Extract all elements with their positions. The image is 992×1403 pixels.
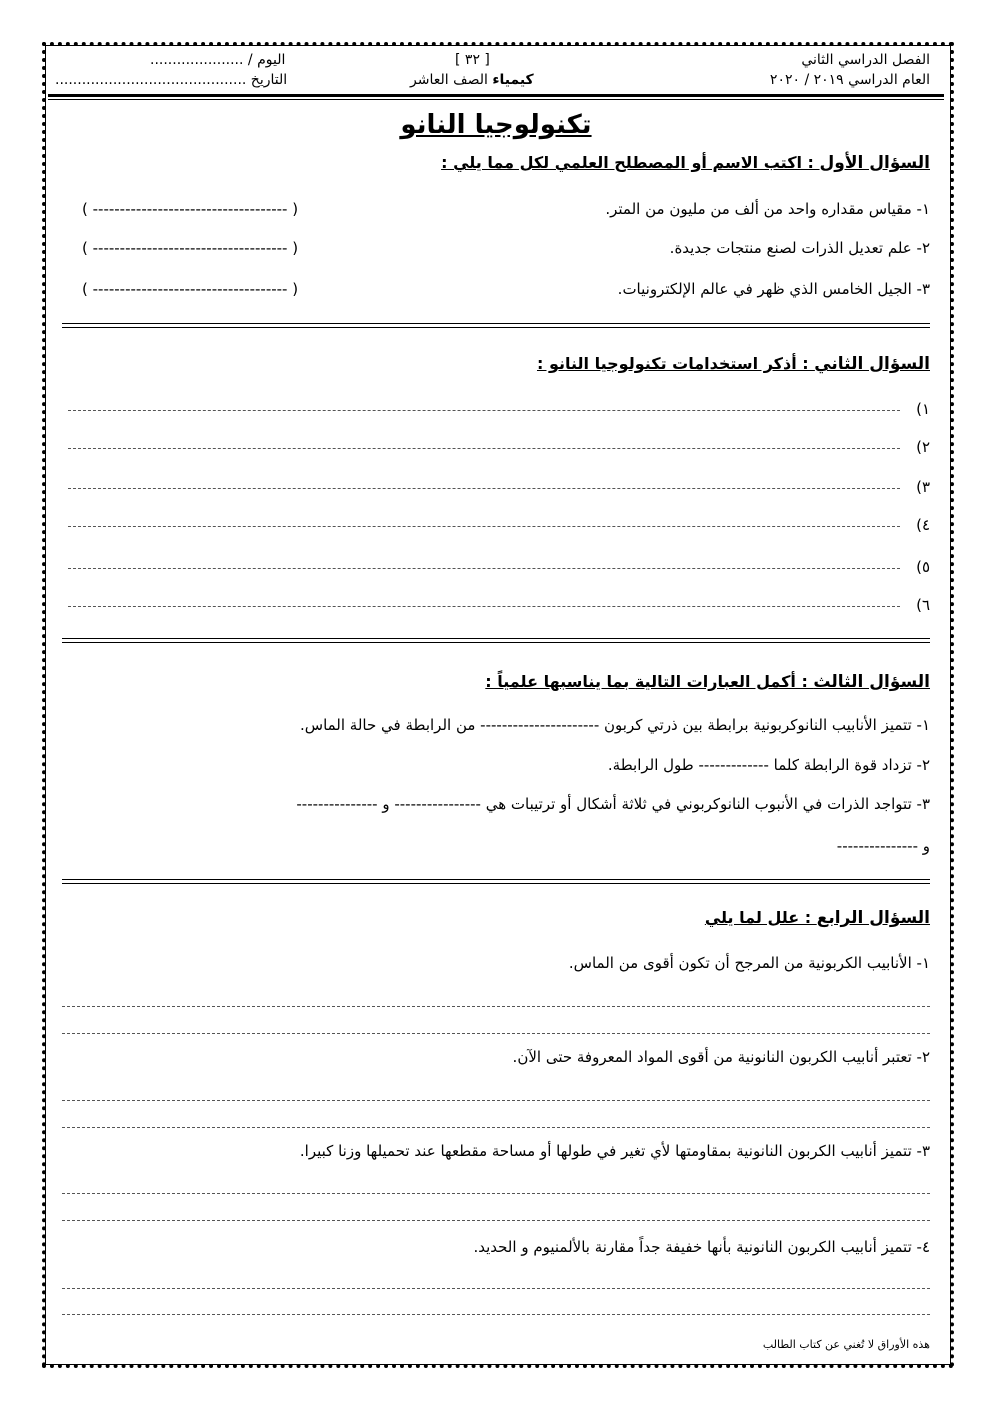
q4-heading: السؤال الرابع : علل لما يلي [704,908,930,928]
q4-item: ٢- تعتبر أنابيب الكربون النانونية من أقوى المواد المعروفة حتى الآن. [512,1048,930,1066]
q3-heading: السؤال الثالث : أكمل العبارات التالية بما يناسبها علمياً : [485,672,930,692]
answer-blank[interactable]: ( ------------------------------------ ) [82,200,299,218]
date-field: التاريخ ........................................... [55,72,288,88]
answer-line[interactable] [68,410,900,411]
answer-line[interactable] [62,1100,930,1101]
q4-item: ٣- تتميز أنابيب الكربون النانونية بمقاومتها لأي تغير في طولها أو مساحة مقطعها عند تحميلها وزنا كبيرا. [299,1142,930,1160]
answer-line[interactable] [62,1288,930,1289]
q4-item: ٤- تتميز أنابيب الكربون النانونية بأنها خفيفة جداً مقارنة بالألمنيوم و الحديد. [473,1238,930,1256]
q3-item: ٣- تتواجد الذرات في الأنبوب النانوكربوني في ثلاثة أشكال أو ترتيبات هي ---------------- و --------------- [296,795,930,813]
q3-item: ١- تتميز الأنابيب النانوكربونية برابطة بين ذرتي كربون ---------------------- من الرابطة في حالة الماس. [299,716,930,734]
answer-blank[interactable]: ( ------------------------------------ ) [82,239,299,257]
school-year: العام الدراسي ٢٠١٩ / ٢٠٢٠ [769,72,930,88]
q1-item: ١- مقياس مقداره واحد من ألف من مليون من المتر. [605,200,930,218]
section-divider [62,323,930,328]
footer-note: هذه الأوراق لا تُغني عن كتاب الطالب [762,1338,930,1351]
answer-line[interactable] [68,568,900,569]
answer-line[interactable] [62,1220,930,1221]
q2-heading: السؤال الثاني : أذكر استخدامات تكنولوجيا النانو : [536,354,930,374]
page-number: [ ٣٢ ] [455,52,490,68]
q1-item: ٢- علم تعديل الذرات لصنع منتجات جديدة. [669,239,930,257]
q2-num: ٦) [916,596,930,614]
subject-name: كيمياء [492,72,534,88]
q2-num: ٤) [916,516,930,534]
q1-item: ٣- الجيل الخامس الذي ظهر في عالم الإلكترونيات. [617,280,930,298]
section-divider [62,638,930,643]
q4-item: ١- الأنابيب الكربونية من المرجح أن تكون أقوى من الماس. [568,954,930,972]
q3-item: و --------------- [836,837,930,855]
grade: الصف العاشر [410,72,493,88]
q2-num: ١) [916,400,930,418]
q2-num: ٢) [916,438,930,456]
answer-line[interactable] [62,1006,930,1007]
answer-line[interactable] [62,1193,930,1194]
answer-line[interactable] [68,448,900,449]
q1-heading: السؤال الأول : اكتب الاسم أو المصطلح العلمي لكل مما يلي : [441,153,930,173]
header-divider [48,94,944,100]
page-title: تكنولوجيا النانو [400,110,592,140]
answer-blank[interactable]: ( ------------------------------------ ) [82,280,299,298]
answer-line[interactable] [68,526,900,527]
answer-line[interactable] [62,1033,930,1034]
q2-num: ٥) [916,558,930,576]
day-field: اليوم / ..................... [150,52,286,68]
answer-line[interactable] [62,1127,930,1128]
subject [410,72,534,88]
section-divider [62,879,930,884]
q2-num: ٣) [916,478,930,496]
answer-line[interactable] [62,1314,930,1315]
semester: الفصل الدراسي الثاني [801,52,930,68]
q3-item: ٢- تزداد قوة الرابطة كلما ------------- طول الرابطة. [607,756,930,774]
answer-line[interactable] [68,488,900,489]
answer-line[interactable] [68,606,900,607]
